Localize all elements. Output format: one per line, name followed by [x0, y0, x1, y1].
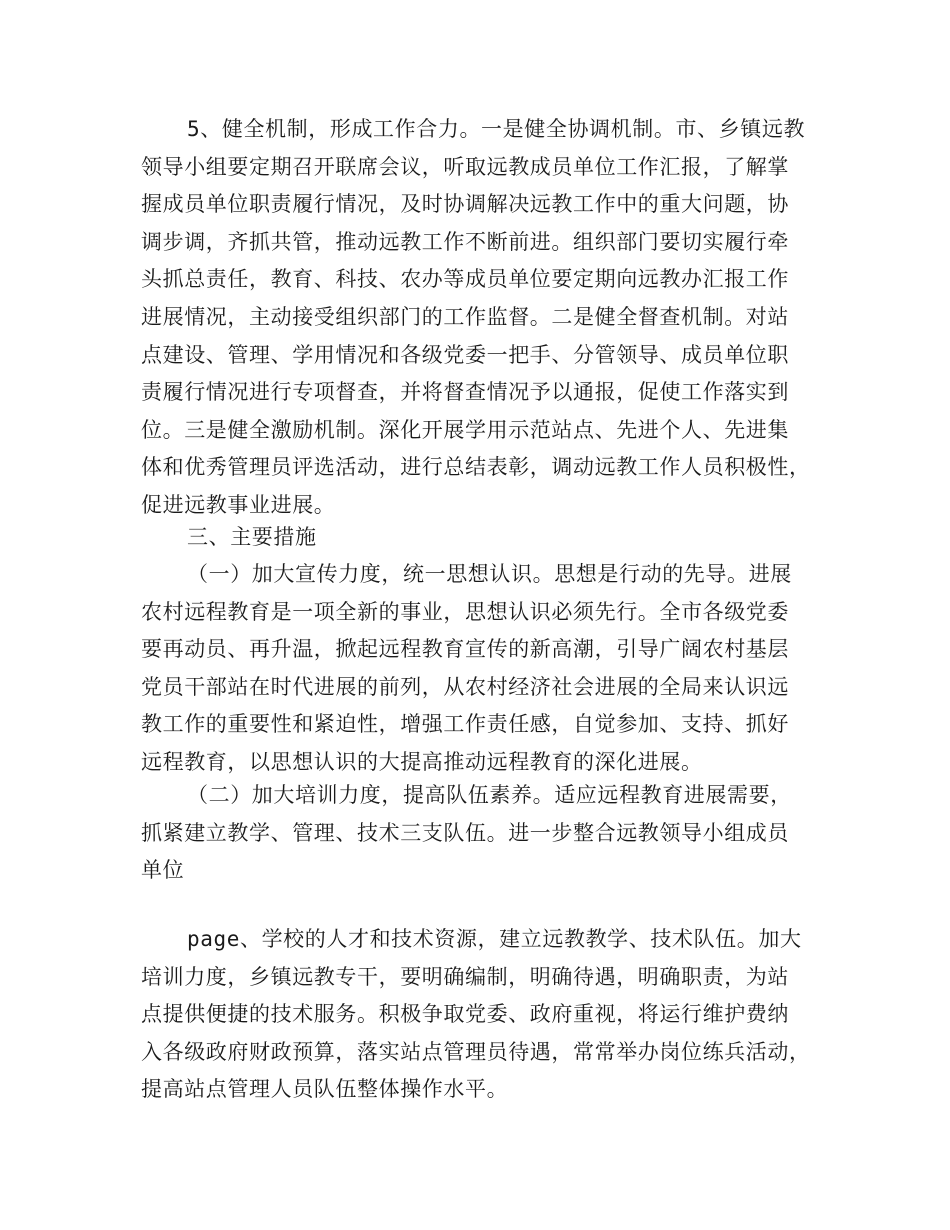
text-line: （二）加大培训力度，提高队伍素养。适应远程教育进展需要， [187, 783, 792, 807]
text-line: 入各级政府财政预算，落实站点管理员待遇，常常举办岗位练兵活动， [141, 1039, 811, 1064]
text-line: 握成员单位职责履行情况，及时协调解决远教工作中的重大问题，协 [141, 192, 789, 217]
text-line: 提高站点管理人员队伍整体操作水平。 [141, 1077, 509, 1102]
section-heading-text: 三、主要措施 [187, 525, 317, 549]
text-line: 领导小组要定期召开联席会议，听取远教成员单位工作汇报，了解掌 [141, 154, 789, 179]
text-line: 党员干部站在时代进展的前列，从农村经济社会进展的全局来认识远 [141, 674, 789, 699]
text-line: 5、健全机制，形成工作合力。一是健全协调机制。市、乡镇远教 [187, 117, 806, 141]
text-line: 农村远程教育是一项全新的事业，思想认识必须先行。全市各级党委 [141, 599, 789, 624]
text-line: 教工作的重要性和紧迫性，增强工作责任感，自觉参加、支持、抓好 [141, 712, 789, 737]
text-line: （一）加大宣传力度，统一思想认识。思想是行动的先导。进展 [187, 562, 792, 586]
text-line: 抓紧建立教学、管理、技术三支队伍。进一步整合远教领导小组成员 [141, 820, 789, 845]
text-line: 促进远教事业进展。 [141, 492, 336, 517]
paragraph-resources [141, 921, 809, 1109]
text-line: 调步调，齐抓共管，推动远教工作不断前进。组织部门要切实履行牵 [141, 229, 789, 254]
text-line: 体和优秀管理员评选活动，进行总结表彰，调动远教工作人员积极性， [141, 455, 811, 480]
paragraph-training [141, 777, 809, 890]
text-line: 点建设、管理、学用情况和各级党委一把手、分管领导、成员单位职 [141, 342, 789, 367]
text-line: 要再动员、再升温，掀起远程教育宣传的新高潮，引导广阔农村基层 [141, 637, 789, 662]
text-line: 进展情况，主动接受组织部门的工作监督。二是健全督查机制。对站 [141, 304, 789, 329]
text-line: 点提供便捷的技术服务。积极争取党委、政府重视，将运行维护费纳 [141, 1002, 789, 1027]
paragraph-mechanism [141, 111, 809, 525]
text-line: 头抓总责任，教育、科技、农办等成员单位要定期向远教办汇报工作 [141, 267, 789, 292]
section-heading [141, 519, 809, 557]
text-line: 单位 [141, 858, 185, 883]
text-line: 位。三是健全激励机制。深化开展学用示范站点、先进个人、先进集 [141, 417, 789, 442]
text-line: page、学校的人才和技术资源，建立远教教学、技术队伍。加大 [187, 927, 802, 951]
text-line: 远程教育，以思想认识的大提高推动远程教育的深化进展。 [141, 749, 703, 774]
text-line: 培训力度，乡镇远教专干，要明确编制，明确待遇，明确职责，为站 [141, 964, 789, 989]
text-line: 责履行情况进行专项督查，并将督查情况予以通报，促使工作落实到 [141, 380, 789, 405]
paragraph-publicity [141, 556, 809, 782]
